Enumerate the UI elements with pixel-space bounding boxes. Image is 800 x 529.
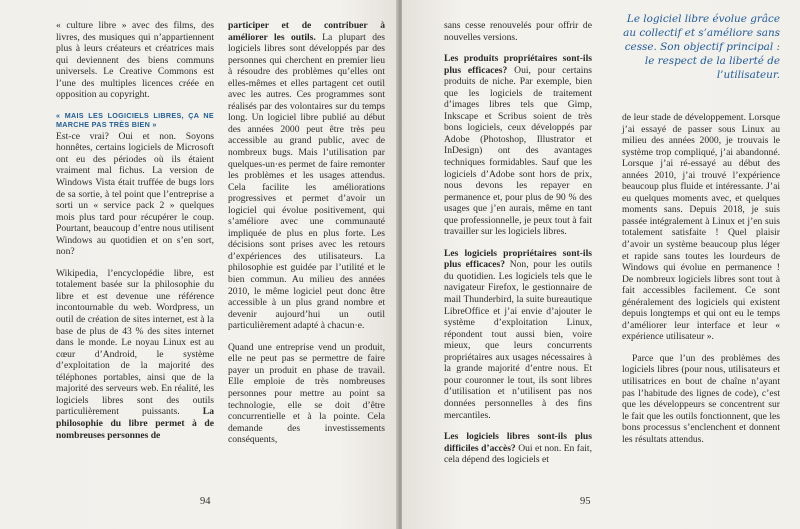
right-page-column-2 [622, 112, 780, 455]
page-number: 95 [580, 496, 591, 507]
paragraph: de leur stade de développement. Lorsque j’ai essayé de passer sous Linux au milieu des années 2000, je trouvais le système trop compliqué, j’ai abandonné. Lorsque j’ai ré-essayé au début des années 2010, j’ai trouvé l’expérience beaucoup plus fluide et intéressante. J’ai eu quelques moments avec, et quelques moments sans. Depuis 2018, je suis passée intégralement à Linux et j’en suis totalement satisfaite ! Quel plaisir d’avoir un système beaucoup plus léger et rapide sans toutes les lourdeurs de Windows qui évolue en permanence ! De nombreux logiciels libres sont tout à fait accessibles facilement. Ce sont généralement des logiciels qui existent depuis longtemps et qui ont eu le temps d’améliorer leur interface et leur « expérience utilisateur ». [622, 112, 780, 343]
paragraph: Est-ce vrai? Oui et non. Soyons honnêtes, certains logiciels de Microsoft ont eu des périodes où ils étaient vraiment mal fichus. La version de Windows Vista était truffée de bugs lors de sa sortie, à tel point que l’entreprise a sorti un « service pack 2 » quelques mois plus tard pour récupérer le coup. Pourtant, beaucoup d’entre nous utilisent Windows au quotidien et on s’en sort, non? [56, 130, 214, 258]
bold-lead-in: participer et de contribuer à améliorer les outils. [228, 20, 385, 43]
paragraph: Quand une entreprise vend un produit, elle ne peut pas se permettre de faire payer un produit en phase de travail. Elle emploie de très nombreuses personnes pour mettre au point sa technologie, elle se doit d’être concurrentielle et à la pointe. Cela demande des investissements conséquents, [228, 341, 385, 446]
left-page [0, 0, 398, 529]
section-subheading: « MAIS LES LOGICIELS LIBRES, ÇA NE MARCHE PAS TRÈS BIEN » [56, 110, 214, 129]
bold-lead-in: La philosophie du libre permet à de nombreuses personnes de [56, 406, 214, 441]
paragraph: Parce que l’un des problèmes des logiciels libres (pour nous, utilisateurs et utilisatrices en bout de chaîne n’ayant pas l’habitude des lignes de code), c’est que les développeurs se concentrent sur le fait que les outils fonctionnent, que les bons processus s’enclenchent et donnent les résultats attendus. [622, 352, 780, 445]
paragraph-text: Non, pour les outils du quotidien. Les logiciels tels que le navigateur Firefox, le gestionnaire de mail Thunderbird, la suite bureautique LibreOffice et j’ai envie d’ajouter le système d’exploitation Linux, répondent tout aussi bien, voire mieux, que leurs concurrents propriétaires aux usages nécessaires à la grande majorité d’entre nous. Et pour couronner le tout, ils sont libres d’utilisation et n’utilisent pas nos données personnelles à des fins mercantiles. [444, 259, 592, 421]
paragraph: « culture libre » avec des films, des livres, des musiques qui n’appartiennent plus à leurs créateurs et créatrices mais qui deviennent des biens communs universels. Le Creative Commons est l’une des multiples licences créée en opposition au copyright. [56, 20, 214, 101]
paragraph [444, 248, 592, 421]
paragraph-text: La plupart des logiciels libres sont développés par des personnes qui cherchent en premier lieu à résoudre des problèmes qu’elles ont elles-mêmes et elles partagent cet outil avec les autres. Ces programmes sont réalisés par des volontaires sur du temps long. Un logiciel libre publié au début des années 2000 peut être très peu accessible au grand public, avec de nombreux bugs. Mais l’utilisation par quelques-un·es permet de faire remonter les problèmes et les usages attendus. Cela facilite les améliorations progressives et permet d’avoir un logiciel qui évolue positivement, qui s’améliore avec une communauté impliquée de plus en plus forte. Les décisions sont prises avec les retours d’expériences des utilisateurs. La philosophie est guidée par l’utilité et le bien commun. Au milieu des années 2010, le même logiciel peut donc être accessible à un plus grand nombre et devenir aujourd’hui un outil particulièrement adapté à chacun·e. [228, 31, 385, 332]
left-page-column-1 [56, 20, 214, 441]
paragraph: sans cesse renouvelés pour offrir de nouvelles versions. [444, 20, 592, 43]
question-heading: Les logiciels libres sont-ils plus difficiles d’accès? [444, 431, 592, 454]
question-heading: Les logiciels propriétaires sont-ils plus efficaces? [444, 247, 592, 271]
paragraph [56, 268, 214, 441]
paragraph [444, 53, 592, 238]
question-heading: Les produits propriétaires sont-ils plus efficaces? [444, 53, 592, 76]
paragraph-text: Oui, pour certains produits de niche. Par exemple, bien que les logiciels de traitement d’images libres tels que Gimp, Inkscape et Scribus soient de très bons logiciels, ceux développés par Adobe (Photoshop, Illustrator et InDesign) ont des avantages techniques formidables. Sauf que les logiciels d’Adobe sont hors de prix, nous devons les repayer en permanence et, pour plus de 90 % des usages que j’en aurais, même en tant que professionnelle, je peux tout à fait travailler sur les logiciels libres. [444, 64, 592, 238]
paragraph-text: Oui et non. En fait, cela dépend des logiciels et [444, 442, 592, 466]
left-page-column-2 [228, 20, 385, 456]
paragraph-text: Wikipedia, l’encyclopédie libre, est totalement basée sur la philosophie du libre et est devenue une référence incontournable du web. Wordpress, un outil de création de sites internet, est à la base de plus de 43 % des sites internet dans le monde. Le noyau Linux est au cœur d’Android, le système d’exploitation de la majorité des téléphones portables, ainsi que de la majorité des serveurs web. En réalité, les logiciels libres sont des outils particulièrement puissants. [56, 267, 214, 418]
page-number: 94 [200, 496, 211, 507]
right-page-column-1 [444, 20, 592, 466]
right-page [402, 0, 800, 529]
paragraph [228, 20, 385, 332]
pull-quote: Le logiciel libre évolue grâce au collectif et s’améliore sans cesse. Son objectif principal : le respect de la liberté de l’utilisateur. [623, 13, 780, 81]
paragraph [444, 431, 592, 466]
